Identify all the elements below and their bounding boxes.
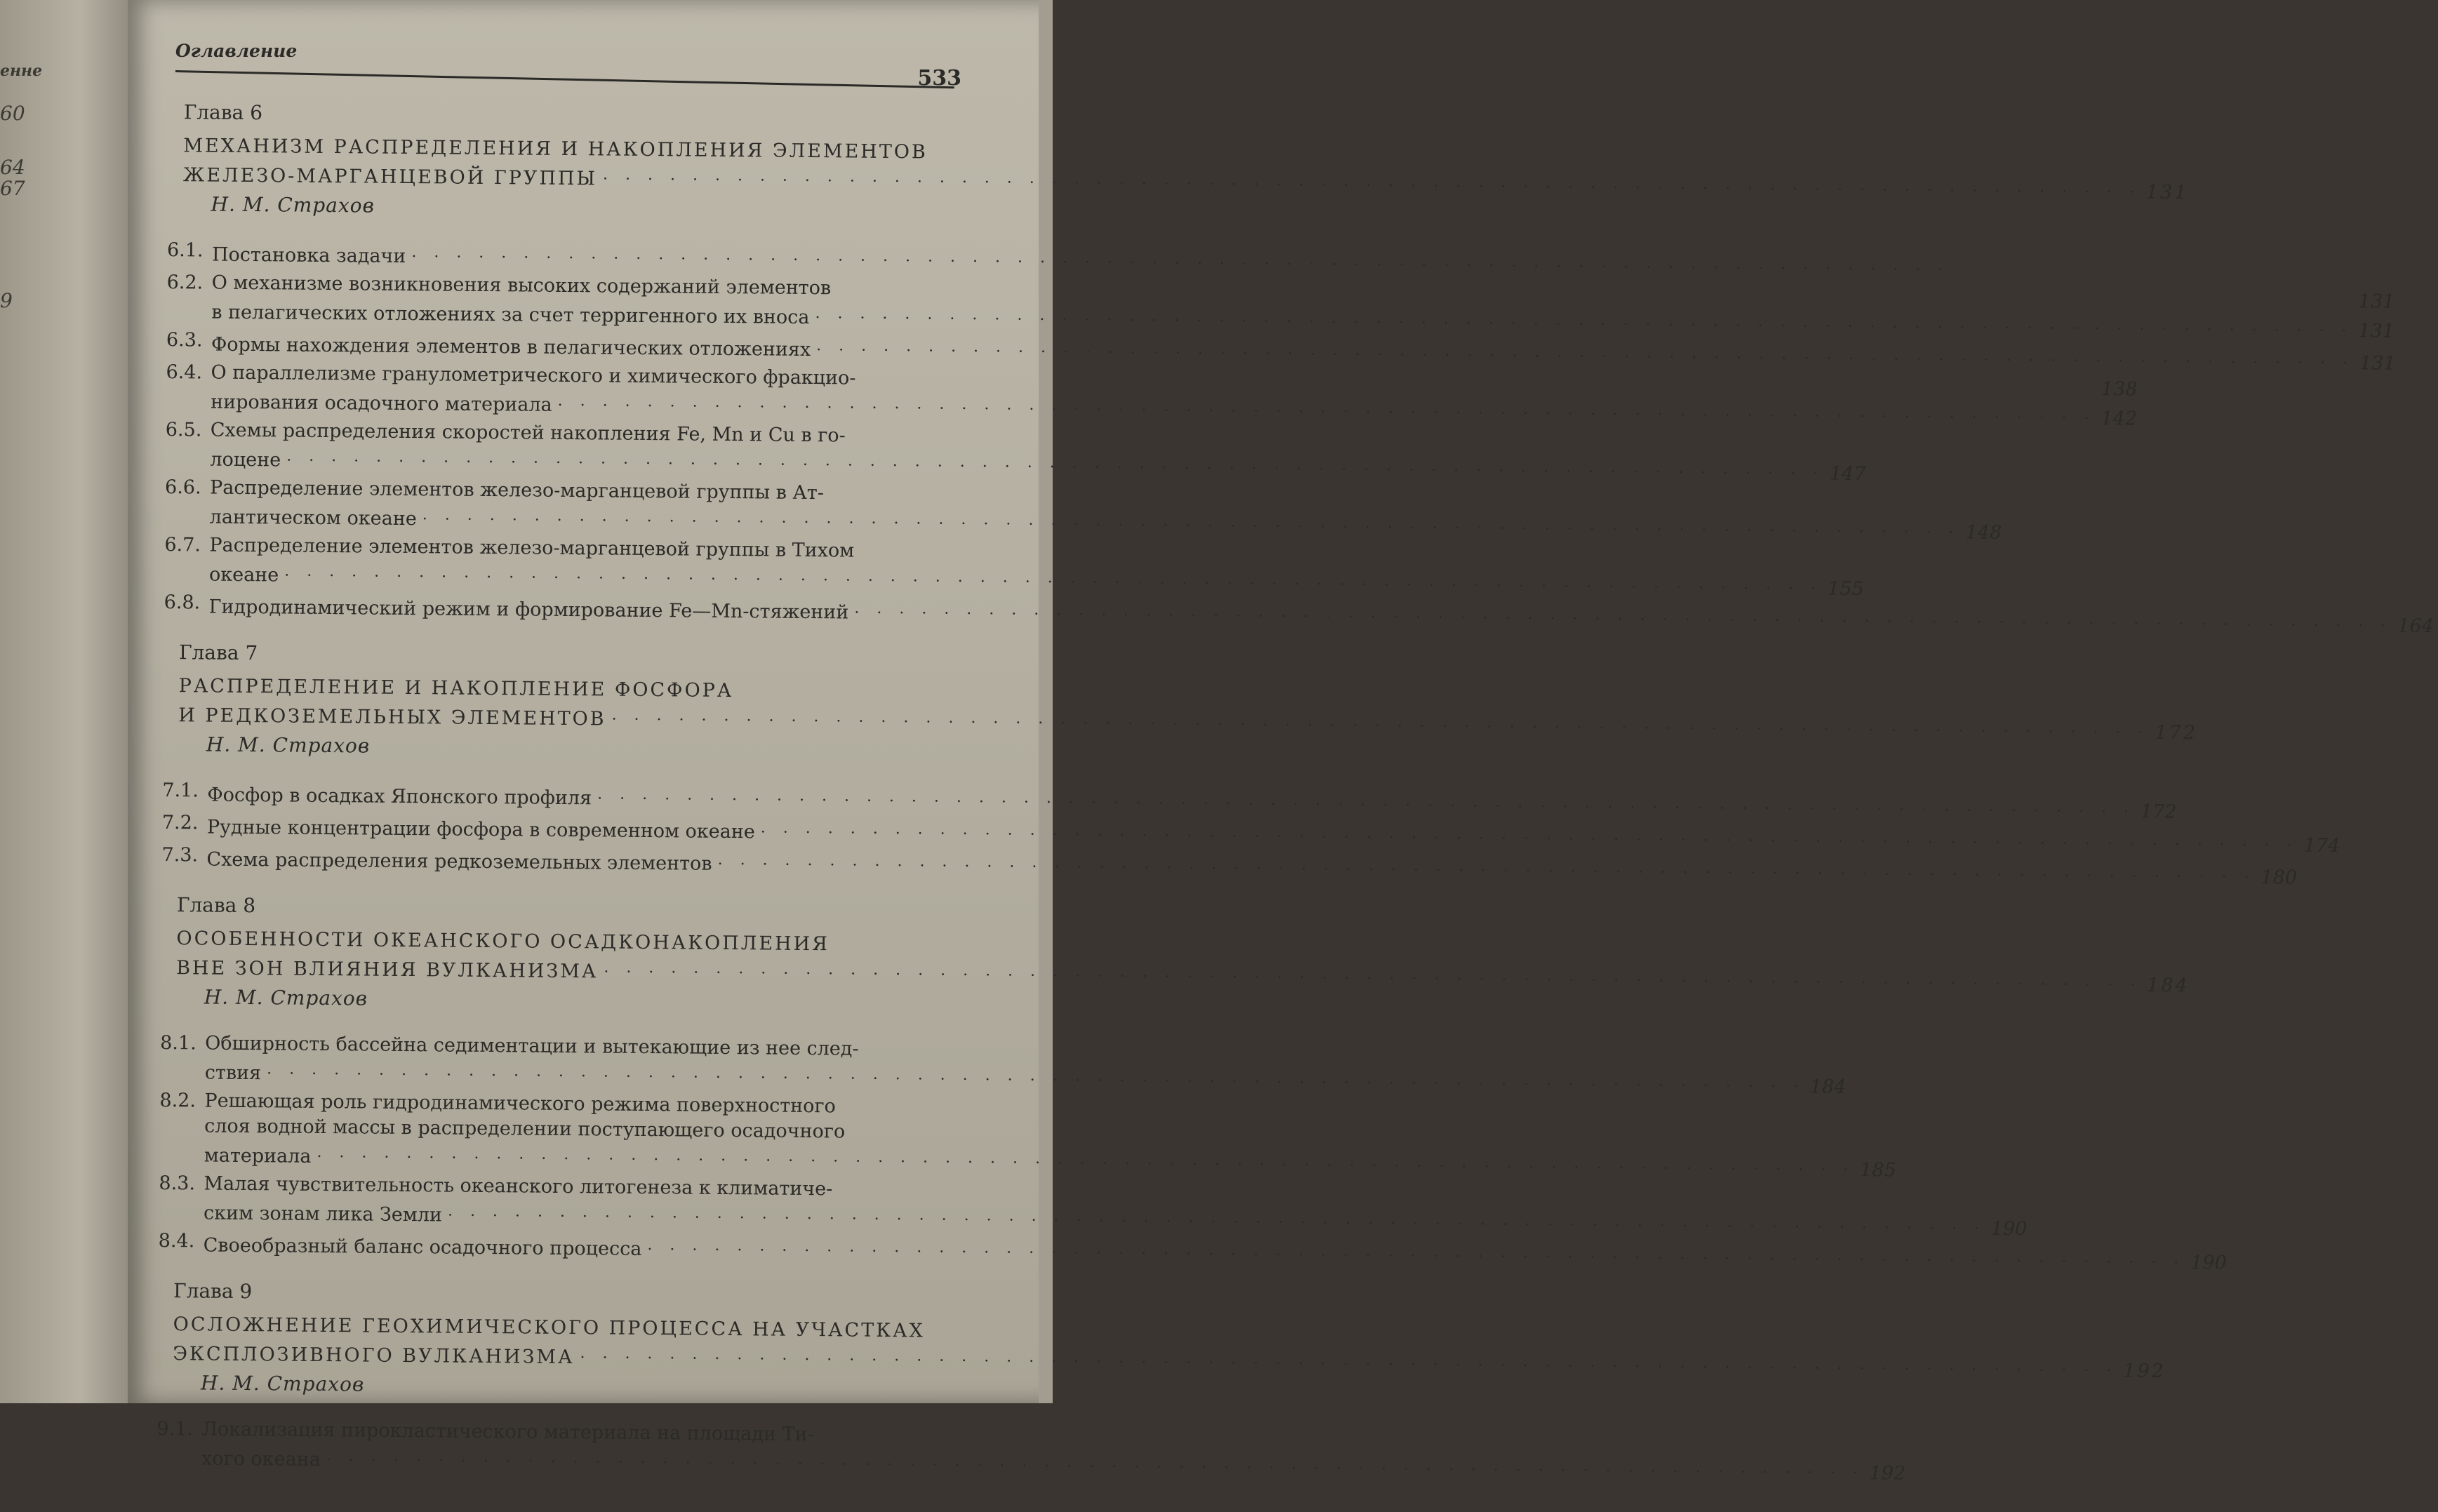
entry-number: 8.3. [159,1172,196,1195]
entry-number: 8.1. [160,1031,196,1055]
chapter-title-text: И РЕДКОЗЕМЕЛЬНЫХ ЭЛЕМЕНТОВ [178,704,606,730]
toc-entry [164,590,2434,638]
left-page-edge [0,0,133,1403]
page-header [175,41,961,90]
chapter-title-line [182,159,2189,204]
entry-text: ским зонам лика Земли [203,1202,443,1226]
chapter-block [156,1279,2166,1485]
toc-entry [166,238,1950,275]
entry-number: 6.5. [165,418,202,441]
leader-dots: . . . . . . . . . . . . . . . . . . . . . . . . . . . . . . . . . . . . . . . . . . . . . . . . . . . . . . . . . . . . . . . . . . . . . [422,506,1960,537]
entry-text: ствия [204,1062,262,1085]
entry-text: океане [208,563,279,587]
entry-page-number: 192 [1869,1462,1906,1485]
entry-text: О механизме возникновения высоких содержаний элементов [211,272,832,300]
entry-body [204,1089,1897,1184]
entry-number: 8.2. [159,1089,196,1112]
leader-dots: . . . . . . . . . . . . . . . . . . . . . . . . . . . . . . . . . . . . . . . . . . . . . . . . . . . . . . . . . . . . . . . . . . . . . [317,1143,1855,1175]
leader-dots: . . . . . . . . . . . . . . . . . . . . . . . . . . . . . . . . . . . . . . . . . . . . . . . . . . . . . . . . . . . . . . . . . . . . . [717,850,2256,882]
entry-text: Распределение элементов железо-марганцевой группы в Тихом [209,534,855,562]
leader-dots: . . . . . . . . . . . . . . . . . . . . . . . . . . . . . . . . . . . . . . . . . . . . . . . . . . . . . . . . . . . . . . . . . . . . . [854,599,2392,631]
chapter-label: Глава 6 [183,100,263,125]
chapter-title-text: ЖЕЛЕЗО-МАРГАНЦЕВОЙ ГРУППЫ [182,164,598,190]
chapter-label: Глава 9 [173,1279,253,1304]
left-edge-text: 64 [0,156,25,179]
table-of-contents [156,95,2434,1499]
running-title: Оглавление [175,41,298,61]
leader-dots: . . . . . . . . . . . . . . . . . . . . . . . . . . . . . . . . . . . . . . . . . . . . . . . . . . . . . . . . . . . . . . . . . . . . . [816,337,2354,368]
chapter-title-text: ЭКСПЛОЗИВНОГО ВУЛКАНИЗМА [173,1343,575,1369]
leader-dots: . . . . . . . . . . . . . . . . . . . . . . . . . . . . . . . . . . . . . . . . . . . . . . . . . . . . . . . . . . . . . . . . . . . . . [604,958,2142,990]
entry-number: 6.1. [166,239,204,262]
chapter-title [182,133,2189,204]
entry-text: Формы нахождения элементов в пелагических отложениях [211,333,811,361]
entry-text: Схемы распределения скоростей накопления Fe, Mn и Cu в го- [210,419,846,447]
leader-dots: . . . . . . . . . . . . . . . . . . . . . . . . . . . . . . . . . . . . . . . . . . . . . . . . . . . . . . . . . . . . . . . . . . . . . [760,819,2298,850]
toc-entry [165,417,1866,486]
toc-entry [164,533,1864,601]
leader-dots: . . . . . . . . . . . . . . . . . . . . . . . . . . . . . . . . . . . . . . . . . . . . . . . . . . . . . . . . . . . . . . . . . . . . . [647,1236,2185,1268]
toc-entry [156,1417,1906,1485]
header-rule [175,70,954,88]
toc-entry [160,1031,1846,1098]
leader-dots: . . . . . . . . . . . . . . . . . . . . . . . . . . . . . . . . . . . . . . . . . . . . . . . . . . . . . . . . . . . . . . . . . . . . . [557,392,2096,423]
left-edge-text: енне [0,62,43,80]
entry-body [201,1417,1906,1486]
entry-text: хого океана [201,1447,321,1471]
entry-text: Локализация пирокластического материала на площади Ти- [201,1418,814,1446]
chapter-page-number: 172 [2154,721,2198,744]
left-edge-text: 60 [0,102,25,125]
entry-text: материала [204,1144,312,1168]
leader-dots: . . . . . . . . . . . . . . . . . . . . . . . . . . . . . . . . . . . . . . . . . . . . . . . . . . . . . . . . . . . . . . . . . . . . . [580,1344,2118,1376]
entry-number: 6.3. [166,328,203,352]
entry-page-number: 148 [1965,521,2002,544]
chapter-page-number: 131 [2145,181,2189,204]
leader-dots: . . . . . . . . . . . . . . . . . . . . . . . . . . . . . . . . . . . . . . . . . . . . . . . . . . . . . . . . . . . . . . . . . . . . . [602,166,2141,197]
chapter-title-line [173,1337,2166,1382]
entry-text: Малая чувствительность океанского литогенеза к климатиче- [204,1172,833,1200]
leader-dots: . . . . . . . . . . . . . . . . . . . . . . . . . . . . . . . . . . . . . . . . . . . . . . . . . . . . . . . . . . . . . . . . . . . . . [611,706,2150,737]
leader-dots: . . . . . . . . . . . . . . . . . . . . . . . . . . . . . . . . . . . . . . . . . . . . . . . . . . . . . . . . . . . . . . . . . . . . . [815,305,2353,336]
chapter-title-text: МЕХАНИЗМ РАСПРЕДЕЛЕНИЯ И НАКОПЛЕНИЯ ЭЛЕМЕНТОВ [183,135,928,163]
entry-text: нирования осадочного материала [211,391,552,416]
entry-body [210,418,1866,488]
entry-text: Решающая роль гидродинамического режима поверхностного [204,1090,836,1118]
chapter-title-text: ОСЛОЖНЕНИЕ ГЕОХИМИЧЕСКОГО ПРОЦЕССА НА УЧАСТКАХ [173,1313,925,1342]
leader-dots: . . . . . . . . . . . . . . . . . . . . . . . . . . . . . . . . . . . . . . . . . . . . . . . . . . . . . . . . . . . . . . . . . . . . . [284,562,1823,594]
entry-text: О параллелизме гранулометрического и химического фракцио- [211,361,856,389]
chapter-title-text: ОСОБЕННОСТИ ОКЕАНСКОГО ОСАДКОНАКОПЛЕНИЯ [176,928,830,956]
entry-number: 9.1. [156,1417,194,1440]
entry-lead-page: 138 [2100,378,2138,401]
toc-entry [159,1171,2027,1240]
entry-number: 7.2. [161,811,199,834]
entry-page-number: 172 [2140,801,2177,824]
entry-page-number: 155 [1827,577,1864,601]
toc-entry [162,778,2177,824]
toc-entry [158,1229,2227,1274]
entry-body [208,591,2434,640]
entry-page-number: 131 [2359,352,2396,375]
entry-text: Распределение элементов железо-марганцевой группы в Ат- [209,476,825,504]
chapter-label: Глава 7 [178,641,258,665]
left-edge-text: 67 [0,177,25,200]
entry-number: 8.4. [158,1229,195,1252]
chapter-title-line [178,699,2198,744]
entry-page-number: 185 [1860,1159,1897,1182]
chapter-title [176,926,2190,997]
entry-page-number: 184 [1809,1076,1846,1098]
toc-entry [161,843,2298,889]
entry-number: 6.7. [164,533,201,556]
leader-dots: . . . . . . . . . . . . . . . . . . . . . . . . . . . . . . . . . . . . . . . . . . . . . . . . . . . . . . . . . . . . . . . . . . . . . [447,1202,1986,1233]
leader-dots: . . . . . . . . . . . . . . . . . . . . . . . . . . . . . . . . . . . . . . . . . . . . . . . . . . . . . . . . . . . . . . . . . . . . . [286,447,1825,479]
entry-number: 6.8. [164,591,201,614]
entry-number: 6.2. [166,271,204,294]
leader-dots: . . . . . . . . . . . . . . . . . . . . . . . . . . . . . . . . . . . . . . . . . . . . . . . . . . . . . . . . . . . . . . . . . . . . . [267,1060,1805,1092]
entry-text: Своеобразный баланс осадочного процесса [203,1234,642,1260]
entry-page-number: 180 [2260,867,2298,889]
entry-text: в пелагических отложениях за счет терригенного их вноса [211,301,810,328]
chapter-label: Глава 8 [176,893,256,918]
entry-text: Обширность бассейна седиментации и вытекающие из нее след- [205,1032,859,1060]
entry-line [208,591,2434,640]
left-edge-text: 9 [0,289,13,312]
toc-entry [164,475,2002,544]
chapter-title-text: РАСПРЕДЕЛЕНИЕ И НАКОПЛЕНИЕ ФОСФОРА [178,675,734,702]
chapter-block [161,641,2340,889]
chapter-author: Н. М. Страхов [204,985,368,1010]
chapter-title [178,674,2198,744]
toc-entry [159,1088,1897,1182]
chapter-title-text: ВНЕ ЗОН ВЛИЯНИЯ ВУЛКАНИЗМА [176,957,599,983]
chapter-author: Н. М. Страхов [211,192,375,218]
entry-page-number: 164 [2397,615,2434,638]
leader-dots: . . . . . . . . . . . . . . . . . . . . . . . . . . . . . . . . . . . . . . . . . . . . . . . . . . . . . . . . . . . . . . . . . . . . . [411,243,1950,275]
entry-text: Рудные концентрации фосфора в современном океане [206,816,755,843]
chapter-title-line [176,951,2190,997]
entry-number: 6.4. [166,361,203,384]
entry-text: слоя водной массы в распределении поступающего осадочного [204,1115,846,1143]
entry-page-number: 174 [2303,834,2340,857]
entry-number: 7.3. [161,843,199,867]
entry-number: 7.1. [162,779,199,802]
entry-page-number: 190 [2190,1252,2227,1274]
leader-dots: . . . . . . . . . . . . . . . . . . . . . . . . . . . . . . . . . . . . . . . . . . . . . . . . . . . . . . . . . . . . . . . . . . . . . [326,1447,1864,1478]
chapter-author: Н. М. Страхов [200,1371,365,1396]
entry-lead-page: 131 [2358,290,2395,313]
entry-body [205,1031,1847,1100]
entry-body [209,533,1864,603]
entry-page-number: 131 [2358,320,2395,342]
entry-page-number: 142 [2100,408,2138,430]
entry-text: лоцене [210,448,281,471]
entry-page-number: 147 [1830,462,1866,486]
chapter-block [158,893,2227,1274]
entry-text: Постановка задачи [211,243,406,267]
chapter-page-number: 184 [2147,974,2190,997]
chapter-title [173,1312,2166,1382]
entry-number: 6.6. [164,476,201,499]
entry-text: Схема распределения редкоземельных элементов [206,848,712,875]
leader-dots: . . . . . . . . . . . . . . . . . . . . . . . . . . . . . . . . . . . . . . . . . . . . . . . . . . . . . . . . . . . . . . . . . . . . . [597,785,2136,817]
entry-text: Гидродинамический режим и формирование Fe—Mn-стяжений [208,596,849,624]
entry-page-number: 190 [1990,1217,2027,1240]
chapter-page-number: 192 [2123,1360,2166,1382]
entry-text: лантическом океане [209,506,417,530]
chapter-author: Н. М. Страхов [206,732,371,758]
page-number: 533 [917,66,961,91]
chapter-block [164,100,2434,638]
entry-text: Фосфор в осадках Японского профиля [207,784,592,810]
